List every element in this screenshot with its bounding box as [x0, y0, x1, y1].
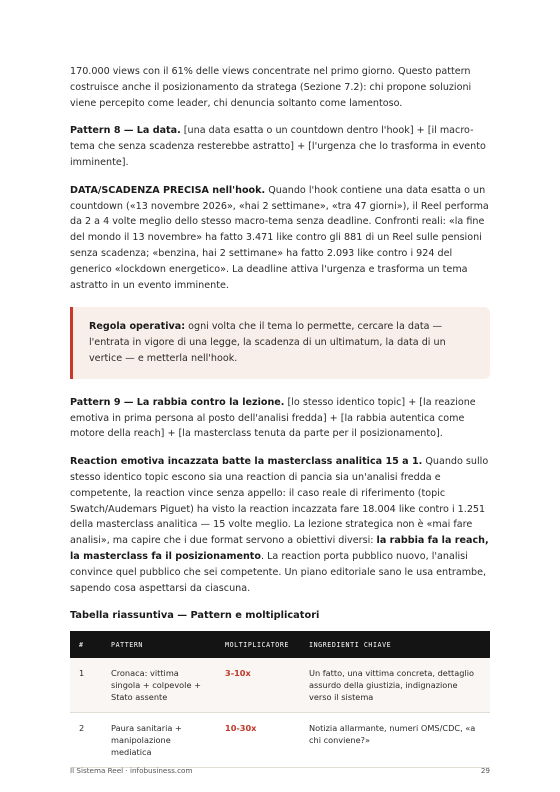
pattern-8-heading: Pattern 8 — La data. [70, 125, 181, 137]
column-header-number: # [79, 640, 84, 649]
page-number: 29 [480, 766, 490, 775]
footer-source: Il Sistema Reel · infobusiness.com [70, 766, 193, 775]
table-row [70, 713, 490, 768]
page-content [70, 64, 490, 768]
row-pattern: Cronaca: vittima singola + colpevole + Stato assente [102, 658, 216, 713]
column-header-multiplier: MOLTIPLICATORE [225, 640, 289, 649]
pattern-9-heading: Pattern 9 — La rabbia contro la lezione. [70, 396, 285, 408]
reaction-heading: Reaction emotiva incazzata batte la masterclass analitica 15 a 1. [70, 456, 423, 468]
column-header-pattern: PATTERN [111, 640, 143, 649]
callout-heading: Regola operativa: [89, 321, 186, 333]
row-multiplier: 3-10x [216, 658, 300, 713]
paragraph-pattern-8: Pattern 8 — La data. [una data esatta o un countdown dentro l'hook] + [il macro-tema che senza scadenza resterebbe astratto] + [l'urgenza che lo trasforma in evento imminente]. [70, 125, 486, 168]
paragraph-reaction: Reaction emotiva incazzata batte la masterclass analitica 15 a 1. Quando sullo stesso identico topic escono sia una reaction di pancia sia un'analisi fredda e competente, la reaction vince senza appello: il caso reale di riferimento (topic Swatch/Audemars Piguet) ha visto la reaction incazzata fare 18.004 like contro i 1.251 della masterclass analitica — 15 volte meglio. La lezione strategica non è «mai fare analisi», ma capire che i due format servono a obiettivi diversi: la rabbia fa la reach, la masterclass fa il posizionamento. La reaction porta pubblico nuovo, l'analisi convince quel pubblico che sei competente. Un piano editoriale sano le usa entrambe, sapendo cosa aspettarsi da ciascuna. [70, 456, 489, 594]
page-footer [70, 766, 490, 775]
paragraph-deadline: DATA/SCADENZA PRECISA nell'hook. Quando l'hook contiene una data esatta o un countdown («13 novembre 2026», «hai 2 settimane», «tra 47 giorni»), il Reel performa da 2 a 4 volte meglio dello stesso macro-tema senza deadline. Confronti reali: «la fine del mondo il 13 novembre» ha fatto 3.471 like contro gli 881 di un Reel sulle pensioni senza scadenza; «benzina, hai 2 settimane» ha fatto 2.093 like contro i 924 del generico «lockdown energetico». La deadline attiva l'urgenza e trasforma un tema astratto in un evento imminente. [70, 184, 489, 291]
row-multiplier: 10-30x [216, 713, 300, 768]
paragraph-intro: 170.000 views con il 61% delle views concentrate nel primo giorno. Questo pattern costruisce anche il posizionamento da stratega (Sezione 7.2): chi propone soluzioni viene percepito come leader, chi denuncia soltanto come lamentoso. [70, 66, 472, 109]
row-ingredients: Notizia allarmante, numeri OMS/CDC, «a chi conviene?» [300, 713, 490, 768]
deadline-heading: DATA/SCADENZA PRECISA nell'hook. [70, 184, 266, 196]
table-title: Tabella riassuntiva — Pattern e moltiplicatori [70, 610, 320, 622]
table-header-row [70, 631, 490, 658]
row-pattern: Paura sanitaria + manipolazione mediatica [102, 713, 216, 768]
table-row [70, 658, 490, 713]
row-number: 1 [70, 658, 102, 713]
rule-callout: Regola operativa: ogni volta che il tema lo permette, cercare la data — l'entrata in vigore di una legge, la scadenza di un ultimatum, la data di un vertice — e metterla nell'hook. [70, 307, 490, 378]
row-number: 2 [70, 713, 102, 768]
column-header-ingredients: INGREDIENTI CHIAVE [309, 640, 392, 649]
row-ingredients: Un fatto, una vittima concreta, dettaglio assurdo della giustizia, indignazione verso il sistema [300, 658, 490, 713]
pattern-table [70, 631, 490, 768]
paragraph-pattern-9: Pattern 9 — La rabbia contro la lezione. [lo stesso identico topic] + [la reazione emotiva in prima persona al posto dell'analisi fredda] + [la rabbia autentica come motore della reach] + [la masterclass tenuta da parte per il posizionamento]. [70, 396, 476, 440]
